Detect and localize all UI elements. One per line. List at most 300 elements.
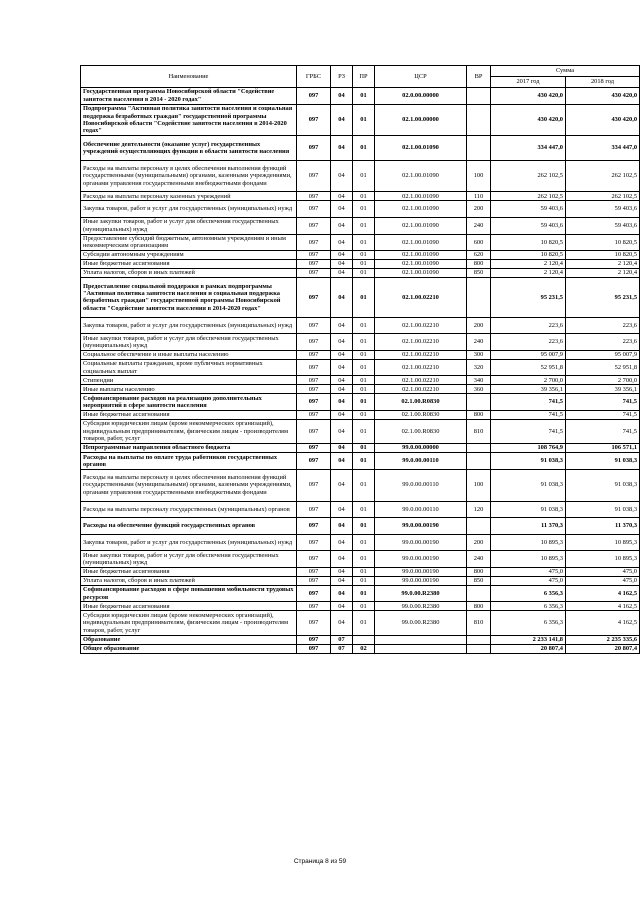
row-sum-2017: 11 370,3 bbox=[491, 518, 566, 535]
row-sum-2017: 2 233 141,8 bbox=[491, 635, 566, 644]
row-pr: 01 bbox=[353, 551, 375, 568]
row-grbs: 097 bbox=[297, 160, 331, 192]
row-sum-2018: 262 102,5 bbox=[566, 160, 640, 192]
row-csr: 02.1.00.R0830 bbox=[375, 394, 467, 411]
row-rz: 04 bbox=[331, 567, 353, 576]
row-vr bbox=[467, 635, 491, 644]
row-sum-2017: 52 951,8 bbox=[491, 359, 566, 376]
row-vr bbox=[467, 585, 491, 602]
row-csr: 99.0.00.00190 bbox=[375, 567, 467, 576]
row-grbs: 097 bbox=[297, 410, 331, 419]
row-grbs: 097 bbox=[297, 192, 331, 201]
row-pr: 01 bbox=[353, 602, 375, 611]
row-pr: 02 bbox=[353, 644, 375, 653]
table-row bbox=[81, 469, 640, 501]
row-csr: 99.0.00.00110 bbox=[375, 501, 467, 518]
row-pr: 01 bbox=[353, 576, 375, 585]
row-name: Субсидии автономным учреждениям bbox=[81, 251, 297, 260]
row-name: Субсидии юридическим лицам (кроме некоммерческих организаций), индивидуальным предпринимателям, физическим лицам - производителям товаров, работ, услуг bbox=[81, 419, 297, 443]
row-sum-2017: 262 102,5 bbox=[491, 192, 566, 201]
header-name: Наименование bbox=[81, 66, 297, 88]
header-grbs: ГРБС bbox=[297, 66, 331, 88]
table-row bbox=[81, 501, 640, 518]
row-sum-2017: 741,5 bbox=[491, 410, 566, 419]
row-sum-2018: 95 231,5 bbox=[566, 278, 640, 317]
row-grbs: 097 bbox=[297, 269, 331, 278]
row-csr: 02.1.00.01090 bbox=[375, 136, 467, 160]
row-rz: 04 bbox=[331, 385, 353, 394]
row-sum-2017: 430 420,0 bbox=[491, 104, 566, 136]
row-vr: 240 bbox=[467, 217, 491, 234]
row-csr: 02.1.00.02210 bbox=[375, 278, 467, 317]
row-name: Расходы на выплаты по оплате труда работников государственных органов bbox=[81, 453, 297, 470]
row-sum-2017: 10 895,3 bbox=[491, 534, 566, 551]
row-vr: 300 bbox=[467, 350, 491, 359]
budget-table bbox=[80, 65, 640, 654]
row-vr bbox=[467, 104, 491, 136]
row-pr: 01 bbox=[353, 136, 375, 160]
row-grbs: 097 bbox=[297, 359, 331, 376]
row-sum-2017: 6 356,3 bbox=[491, 602, 566, 611]
row-name: Расходы на выплаты персоналу казенных учреждений bbox=[81, 192, 297, 201]
row-grbs: 097 bbox=[297, 350, 331, 359]
row-pr: 01 bbox=[353, 350, 375, 359]
row-sum-2018: 2 700,0 bbox=[566, 376, 640, 385]
row-vr: 800 bbox=[467, 602, 491, 611]
row-pr: 01 bbox=[353, 419, 375, 443]
row-pr: 01 bbox=[353, 334, 375, 351]
row-rz: 04 bbox=[331, 534, 353, 551]
row-name: Уплата налогов, сборов и иных платежей bbox=[81, 269, 297, 278]
row-sum-2018: 430 420,0 bbox=[566, 104, 640, 136]
row-grbs: 097 bbox=[297, 278, 331, 317]
row-grbs: 097 bbox=[297, 534, 331, 551]
row-name: Общее образование bbox=[81, 644, 297, 653]
row-csr: 99.0.00.00000 bbox=[375, 444, 467, 453]
row-sum-2017: 475,0 bbox=[491, 567, 566, 576]
row-grbs: 097 bbox=[297, 501, 331, 518]
row-name: Обеспечение деятельности (оказание услуг) государственных учреждений осуществляющих функции в области занятости населения bbox=[81, 136, 297, 160]
row-sum-2017: 10 820,5 bbox=[491, 234, 566, 251]
row-name: Иные бюджетные ассигнования bbox=[81, 260, 297, 269]
row-pr bbox=[353, 635, 375, 644]
row-csr: 99.0.00.00190 bbox=[375, 534, 467, 551]
row-sum-2017: 20 807,4 bbox=[491, 644, 566, 653]
row-sum-2018: 4 162,5 bbox=[566, 611, 640, 635]
row-grbs: 097 bbox=[297, 419, 331, 443]
row-csr: 02.1.00.R0830 bbox=[375, 419, 467, 443]
row-grbs: 097 bbox=[297, 611, 331, 635]
row-grbs: 097 bbox=[297, 201, 331, 218]
row-vr: 200 bbox=[467, 201, 491, 218]
row-name: Иные закупки товаров, работ и услуг для обеспечения государственных (муниципальных) нужд bbox=[81, 217, 297, 234]
row-csr: 02.1.00.01090 bbox=[375, 160, 467, 192]
row-sum-2018: 475,0 bbox=[566, 576, 640, 585]
row-sum-2018: 91 038,3 bbox=[566, 453, 640, 470]
row-sum-2018: 91 038,3 bbox=[566, 469, 640, 501]
row-sum-2018: 106 571,1 bbox=[566, 444, 640, 453]
row-grbs: 097 bbox=[297, 444, 331, 453]
header-csr: ЦСР bbox=[375, 66, 467, 88]
row-csr: 99.0.00.00190 bbox=[375, 551, 467, 568]
row-sum-2017: 475,0 bbox=[491, 576, 566, 585]
row-pr: 01 bbox=[353, 217, 375, 234]
row-grbs: 097 bbox=[297, 585, 331, 602]
row-grbs: 097 bbox=[297, 644, 331, 653]
table-row bbox=[81, 376, 640, 385]
row-sum-2018: 2 120,4 bbox=[566, 269, 640, 278]
row-name: Иные бюджетные ассигнования bbox=[81, 602, 297, 611]
table-row bbox=[81, 317, 640, 334]
row-csr: 99.0.00.R2380 bbox=[375, 602, 467, 611]
row-vr: 200 bbox=[467, 534, 491, 551]
table-row bbox=[81, 576, 640, 585]
row-sum-2018: 95 007,9 bbox=[566, 350, 640, 359]
row-rz: 04 bbox=[331, 201, 353, 218]
table-row bbox=[81, 201, 640, 218]
row-name: Образование bbox=[81, 635, 297, 644]
row-sum-2017: 10 820,5 bbox=[491, 251, 566, 260]
row-grbs: 097 bbox=[297, 88, 331, 105]
row-grbs: 097 bbox=[297, 635, 331, 644]
row-sum-2018: 475,0 bbox=[566, 567, 640, 576]
row-csr: 99.0.00.00110 bbox=[375, 453, 467, 470]
header-year-2018: 2018 год bbox=[566, 77, 640, 88]
row-rz: 04 bbox=[331, 104, 353, 136]
table-row bbox=[81, 611, 640, 635]
row-grbs: 097 bbox=[297, 469, 331, 501]
row-sum-2018: 91 038,3 bbox=[566, 501, 640, 518]
row-sum-2017: 91 038,3 bbox=[491, 453, 566, 470]
row-sum-2018: 59 403,6 bbox=[566, 201, 640, 218]
row-csr: 02.1.00.01090 bbox=[375, 269, 467, 278]
row-name: Иные закупки товаров, работ и услуг для обеспечения государственных (муниципальных) нужд bbox=[81, 334, 297, 351]
row-sum-2018: 59 403,6 bbox=[566, 217, 640, 234]
row-vr bbox=[467, 136, 491, 160]
row-name: Расходы на обеспечение функций государственных органов bbox=[81, 518, 297, 535]
row-name: Иные бюджетные ассигнования bbox=[81, 410, 297, 419]
table-row bbox=[81, 359, 640, 376]
row-pr: 01 bbox=[353, 567, 375, 576]
header-pr: ПР bbox=[353, 66, 375, 88]
table-row bbox=[81, 269, 640, 278]
row-pr: 01 bbox=[353, 611, 375, 635]
row-rz: 04 bbox=[331, 278, 353, 317]
row-sum-2017: 262 102,5 bbox=[491, 160, 566, 192]
row-pr: 01 bbox=[353, 394, 375, 411]
row-vr: 810 bbox=[467, 419, 491, 443]
row-rz: 04 bbox=[331, 611, 353, 635]
row-rz: 04 bbox=[331, 551, 353, 568]
row-pr: 01 bbox=[353, 317, 375, 334]
row-name: Социальное обеспечение и иные выплаты населению bbox=[81, 350, 297, 359]
row-pr: 01 bbox=[353, 88, 375, 105]
row-vr: 620 bbox=[467, 251, 491, 260]
row-csr: 02.1.00.01090 bbox=[375, 217, 467, 234]
table-row bbox=[81, 160, 640, 192]
table-row bbox=[81, 602, 640, 611]
row-name: Расходы на выплаты персоналу в целях обеспечения выполнения функций государственными (муниципальными) органами, казенными учреждениями, органами управления государственными внебюджетными фондами bbox=[81, 160, 297, 192]
row-vr bbox=[467, 453, 491, 470]
table-row bbox=[81, 394, 640, 411]
header-rz: РЗ bbox=[331, 66, 353, 88]
row-sum-2017: 2 120,4 bbox=[491, 269, 566, 278]
table-body bbox=[81, 88, 640, 654]
row-vr: 240 bbox=[467, 551, 491, 568]
row-rz: 04 bbox=[331, 160, 353, 192]
table-row bbox=[81, 260, 640, 269]
row-sum-2017: 59 403,6 bbox=[491, 217, 566, 234]
row-grbs: 097 bbox=[297, 136, 331, 160]
row-csr: 99.0.00.00190 bbox=[375, 518, 467, 535]
row-pr: 01 bbox=[353, 385, 375, 394]
row-vr: 800 bbox=[467, 410, 491, 419]
row-sum-2018: 334 447,0 bbox=[566, 136, 640, 160]
row-name: Предоставление субсидий бюджетным, автономным учреждениям и иным некоммерческим организациям bbox=[81, 234, 297, 251]
row-pr: 01 bbox=[353, 453, 375, 470]
row-name: Расходы на выплаты персоналу государственных (муниципальных) органов bbox=[81, 501, 297, 518]
row-sum-2017: 2 700,0 bbox=[491, 376, 566, 385]
row-name: Социальные выплаты гражданам, кроме публичных нормативных социальных выплат bbox=[81, 359, 297, 376]
row-name: Уплата налогов, сборов и иных платежей bbox=[81, 576, 297, 585]
table-row bbox=[81, 453, 640, 470]
row-pr: 01 bbox=[353, 234, 375, 251]
row-vr bbox=[467, 444, 491, 453]
row-csr: 02.1.00.R0830 bbox=[375, 410, 467, 419]
row-sum-2017: 430 420,0 bbox=[491, 88, 566, 105]
row-grbs: 097 bbox=[297, 260, 331, 269]
row-rz: 04 bbox=[331, 260, 353, 269]
header-sum: Сумма bbox=[491, 66, 640, 77]
table-row bbox=[81, 410, 640, 419]
row-grbs: 097 bbox=[297, 334, 331, 351]
row-sum-2018: 10 820,5 bbox=[566, 234, 640, 251]
row-sum-2017: 6 356,3 bbox=[491, 611, 566, 635]
row-sum-2017: 95 231,5 bbox=[491, 278, 566, 317]
row-pr: 01 bbox=[353, 469, 375, 501]
row-csr: 02.1.00.01090 bbox=[375, 192, 467, 201]
row-grbs: 097 bbox=[297, 602, 331, 611]
row-vr: 120 bbox=[467, 501, 491, 518]
row-pr: 01 bbox=[353, 160, 375, 192]
row-csr: 99.0.00.00110 bbox=[375, 469, 467, 501]
row-pr: 01 bbox=[353, 359, 375, 376]
row-sum-2018: 223,6 bbox=[566, 317, 640, 334]
row-grbs: 097 bbox=[297, 234, 331, 251]
row-pr: 01 bbox=[353, 518, 375, 535]
row-vr: 340 bbox=[467, 376, 491, 385]
table-row bbox=[81, 444, 640, 453]
row-vr: 100 bbox=[467, 160, 491, 192]
row-sum-2018: 11 370,3 bbox=[566, 518, 640, 535]
row-name: Закупка товаров, работ и услуг для государственных (муниципальных) нужд bbox=[81, 201, 297, 218]
row-sum-2017: 6 356,3 bbox=[491, 585, 566, 602]
row-sum-2017: 91 038,3 bbox=[491, 501, 566, 518]
row-pr: 01 bbox=[353, 534, 375, 551]
row-csr: 02.1.00.01090 bbox=[375, 234, 467, 251]
row-vr: 100 bbox=[467, 469, 491, 501]
table-row bbox=[81, 518, 640, 535]
row-grbs: 097 bbox=[297, 217, 331, 234]
row-pr: 01 bbox=[353, 192, 375, 201]
row-sum-2017: 108 764,9 bbox=[491, 444, 566, 453]
row-rz: 04 bbox=[331, 251, 353, 260]
row-grbs: 097 bbox=[297, 551, 331, 568]
row-vr: 810 bbox=[467, 611, 491, 635]
row-sum-2018: 52 951,8 bbox=[566, 359, 640, 376]
row-csr: 02.1.00.01090 bbox=[375, 251, 467, 260]
table-row bbox=[81, 234, 640, 251]
table-row bbox=[81, 217, 640, 234]
row-sum-2017: 741,5 bbox=[491, 419, 566, 443]
row-vr: 850 bbox=[467, 576, 491, 585]
row-name: Подпрограмма "Активная политика занятости населения и социальная поддержка безработных граждан" государственной программы Новосибирской области "Содействие занятости населения в 2014-2020 годах" bbox=[81, 104, 297, 136]
row-csr bbox=[375, 635, 467, 644]
row-sum-2018: 2 120,4 bbox=[566, 260, 640, 269]
row-name: Закупка товаров, работ и услуг для государственных (муниципальных) нужд bbox=[81, 317, 297, 334]
row-grbs: 097 bbox=[297, 394, 331, 411]
row-csr: 02.1.00.00000 bbox=[375, 104, 467, 136]
row-vr bbox=[467, 394, 491, 411]
row-sum-2018: 2 235 335,6 bbox=[566, 635, 640, 644]
row-name: Предоставление социальной поддержки в рамках подпрограммы "Активная политика занятости населения и социальная поддержка безработных граждан" государственной программы Новосибирской области "Содействие занятости населения в 2014-2020 годах" bbox=[81, 278, 297, 317]
row-rz: 04 bbox=[331, 88, 353, 105]
row-sum-2018: 10 895,3 bbox=[566, 551, 640, 568]
row-csr: 02.1.00.01090 bbox=[375, 260, 467, 269]
table-row bbox=[81, 551, 640, 568]
row-name: Иные выплаты населению bbox=[81, 385, 297, 394]
row-sum-2018: 430 420,0 bbox=[566, 88, 640, 105]
row-csr: 99.0.00.R2380 bbox=[375, 585, 467, 602]
row-pr: 01 bbox=[353, 376, 375, 385]
row-sum-2017: 223,6 bbox=[491, 334, 566, 351]
row-grbs: 097 bbox=[297, 251, 331, 260]
row-rz: 04 bbox=[331, 317, 353, 334]
row-pr: 01 bbox=[353, 278, 375, 317]
row-grbs: 097 bbox=[297, 453, 331, 470]
row-csr: 02.1.00.02210 bbox=[375, 317, 467, 334]
row-pr: 01 bbox=[353, 260, 375, 269]
row-csr: 02.1.00.02210 bbox=[375, 359, 467, 376]
row-csr bbox=[375, 644, 467, 653]
row-rz: 04 bbox=[331, 217, 353, 234]
row-rz: 04 bbox=[331, 394, 353, 411]
table-row bbox=[81, 278, 640, 317]
table-row bbox=[81, 644, 640, 653]
table-row bbox=[81, 88, 640, 105]
row-sum-2017: 10 895,3 bbox=[491, 551, 566, 568]
row-rz: 04 bbox=[331, 419, 353, 443]
table-row bbox=[81, 136, 640, 160]
row-rz: 04 bbox=[331, 334, 353, 351]
row-csr: 02.1.00.01090 bbox=[375, 201, 467, 218]
row-rz: 04 bbox=[331, 585, 353, 602]
row-vr: 320 bbox=[467, 359, 491, 376]
row-sum-2018: 262 102,5 bbox=[566, 192, 640, 201]
page-number: Страница 8 из 59 bbox=[293, 858, 347, 865]
row-rz: 04 bbox=[331, 602, 353, 611]
row-name: Расходы на выплаты персоналу в целях обеспечения выполнения функций государственными (муниципальными) органами, казенными учреждениями, органами управления государственными внебюджетными фондами bbox=[81, 469, 297, 501]
row-rz: 04 bbox=[331, 453, 353, 470]
row-sum-2017: 59 403,6 bbox=[491, 201, 566, 218]
row-vr: 600 bbox=[467, 234, 491, 251]
row-rz: 04 bbox=[331, 469, 353, 501]
row-name: Иные бюджетные ассигнования bbox=[81, 567, 297, 576]
row-csr: 99.0.00.R2380 bbox=[375, 611, 467, 635]
row-rz: 07 bbox=[331, 644, 353, 653]
header-year-2017: 2017 год bbox=[491, 77, 566, 88]
row-grbs: 097 bbox=[297, 376, 331, 385]
row-rz: 04 bbox=[331, 518, 353, 535]
row-vr: 800 bbox=[467, 567, 491, 576]
header-vr: ВР bbox=[467, 66, 491, 88]
row-pr: 01 bbox=[353, 501, 375, 518]
row-rz: 04 bbox=[331, 576, 353, 585]
row-sum-2018: 223,6 bbox=[566, 334, 640, 351]
row-name: Иные закупки товаров, работ и услуг для обеспечения государственных (муниципальных) нужд bbox=[81, 551, 297, 568]
row-pr: 01 bbox=[353, 585, 375, 602]
table-row bbox=[81, 635, 640, 644]
table-row bbox=[81, 567, 640, 576]
row-name: Софинансирование расходов на реализацию дополнительных мероприятий в сфере занятости населения bbox=[81, 394, 297, 411]
row-csr: 02.1.00.02210 bbox=[375, 334, 467, 351]
row-vr: 110 bbox=[467, 192, 491, 201]
row-grbs: 097 bbox=[297, 104, 331, 136]
row-csr: 02.1.00.02210 bbox=[375, 350, 467, 359]
row-grbs: 097 bbox=[297, 518, 331, 535]
row-sum-2017: 2 120,4 bbox=[491, 260, 566, 269]
row-csr: 02.1.00.02210 bbox=[375, 385, 467, 394]
row-sum-2018: 4 162,5 bbox=[566, 585, 640, 602]
row-rz: 04 bbox=[331, 269, 353, 278]
row-csr: 02.0.00.00000 bbox=[375, 88, 467, 105]
row-pr: 01 bbox=[353, 201, 375, 218]
table-row bbox=[81, 385, 640, 394]
row-rz: 04 bbox=[331, 192, 353, 201]
table-row bbox=[81, 251, 640, 260]
table-row bbox=[81, 350, 640, 359]
row-sum-2018: 20 807,4 bbox=[566, 644, 640, 653]
row-name: Непрограммные направления областного бюджета bbox=[81, 444, 297, 453]
row-sum-2017: 741,5 bbox=[491, 394, 566, 411]
row-rz: 04 bbox=[331, 410, 353, 419]
row-pr: 01 bbox=[353, 444, 375, 453]
row-vr bbox=[467, 518, 491, 535]
row-sum-2017: 223,6 bbox=[491, 317, 566, 334]
row-rz: 04 bbox=[331, 359, 353, 376]
row-sum-2018: 10 895,3 bbox=[566, 534, 640, 551]
row-pr: 01 bbox=[353, 269, 375, 278]
row-sum-2017: 334 447,0 bbox=[491, 136, 566, 160]
row-sum-2017: 95 007,9 bbox=[491, 350, 566, 359]
row-rz: 04 bbox=[331, 444, 353, 453]
row-rz: 04 bbox=[331, 136, 353, 160]
row-rz: 04 bbox=[331, 350, 353, 359]
row-name: Закупка товаров, работ и услуг для государственных (муниципальных) нужд bbox=[81, 534, 297, 551]
row-vr bbox=[467, 644, 491, 653]
row-sum-2018: 741,5 bbox=[566, 410, 640, 419]
row-grbs: 097 bbox=[297, 567, 331, 576]
row-sum-2017: 91 038,3 bbox=[491, 469, 566, 501]
row-sum-2018: 4 162,5 bbox=[566, 602, 640, 611]
row-sum-2018: 10 820,5 bbox=[566, 251, 640, 260]
table-row bbox=[81, 419, 640, 443]
row-vr: 850 bbox=[467, 269, 491, 278]
row-pr: 01 bbox=[353, 104, 375, 136]
row-vr bbox=[467, 88, 491, 105]
row-sum-2018: 741,5 bbox=[566, 419, 640, 443]
row-rz: 04 bbox=[331, 234, 353, 251]
